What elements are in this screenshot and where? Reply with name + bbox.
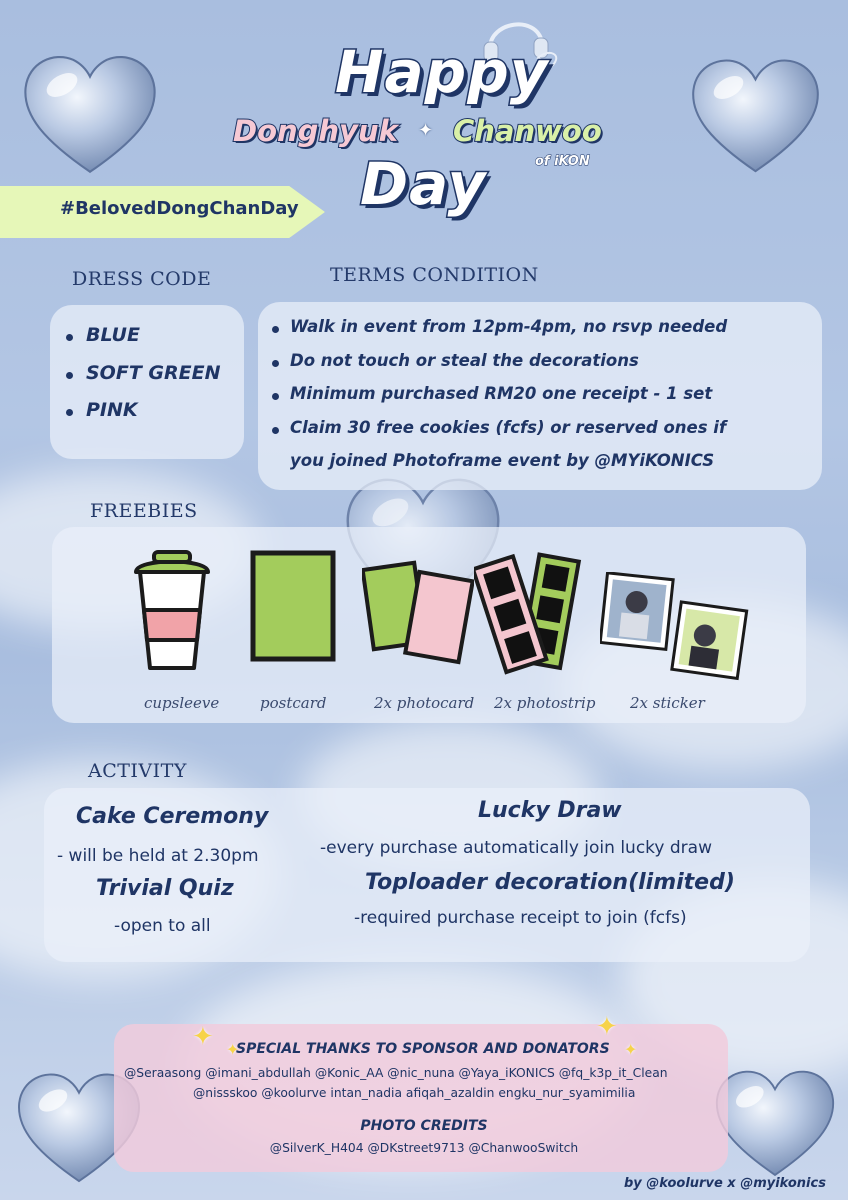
thanks-line: @nissskoo @koolurve intan_nadia afiqah_azaldin engku_nur_syamimilia <box>193 1086 636 1100</box>
sparkle-icon: ✦ <box>624 1040 638 1059</box>
trivial-quiz-title: Trivial Quiz <box>96 876 234 901</box>
title-day: Day <box>360 150 487 218</box>
name-chanwoo: Chanwoo <box>453 114 602 148</box>
name-donghyuk: Donghyuk <box>233 114 398 148</box>
toploader-desc: -required purchase receipt to join (fcfs) <box>354 908 687 928</box>
toploader-title: Toploader decoration(limited) <box>365 870 735 895</box>
dress-item-blue: BLUE <box>86 324 140 346</box>
glass-heart-icon <box>20 48 160 178</box>
term-item: you joined Photoframe event by @MYiKONICS <box>290 451 715 470</box>
bullet <box>66 372 73 379</box>
bullet <box>272 427 279 434</box>
freebie-label: 2x sticker <box>630 694 705 712</box>
byline: by @koolurve x @myikonics <box>624 1176 826 1191</box>
sparkle-icon: ✦ <box>596 1012 618 1042</box>
term-item: Minimum purchased RM20 one receipt - 1 set <box>290 384 713 403</box>
bullet <box>66 409 73 416</box>
sparkle-icon: ✦ <box>226 1040 240 1059</box>
hashtag-text: #BelovedDongChanDay <box>60 198 299 219</box>
trivial-quiz-desc: -open to all <box>114 916 211 936</box>
sparkle-icon: ✦ <box>418 120 434 141</box>
term-item: Claim 30 free cookies (fcfs) or reserved ones if <box>290 418 727 437</box>
postcard-icon <box>250 550 336 666</box>
freebie-label: cupsleeve <box>144 694 220 712</box>
freebies-heading: FREEBIES <box>90 500 198 522</box>
group-name: of iKON <box>535 154 590 169</box>
lucky-draw-desc: -every purchase automatically join lucky draw <box>320 838 712 858</box>
dress-item-pink: PINK <box>86 399 138 421</box>
bullet <box>272 326 279 333</box>
photocard-icon <box>362 556 474 670</box>
sparkle-icon: ✦ <box>192 1022 214 1052</box>
activity-heading: ACTIVITY <box>88 760 187 782</box>
thanks-heading: SPECIAL THANKS TO SPONSOR AND DONATORS <box>236 1041 610 1057</box>
bullet <box>272 393 279 400</box>
freebie-label: postcard <box>260 694 327 712</box>
dress-code-heading: DRESS CODE <box>72 268 212 290</box>
lucky-draw-title: Lucky Draw <box>478 798 622 823</box>
cake-ceremony-desc: - will be held at 2.30pm <box>57 846 259 866</box>
freebie-label: 2x photocard <box>374 694 475 712</box>
cupsleeve-icon <box>132 548 212 678</box>
freebie-label: 2x photostrip <box>494 694 596 712</box>
terms-heading: TERMS CONDITION <box>330 264 539 286</box>
photo-credits-heading: PHOTO CREDITS <box>360 1118 488 1134</box>
title-happy: Happy <box>335 38 549 106</box>
dress-item-soft-green: SOFT GREEN <box>86 362 221 384</box>
term-item: Walk in event from 12pm-4pm, no rsvp needed <box>290 317 728 336</box>
sticker-icon <box>600 572 750 686</box>
bullet <box>66 334 73 341</box>
photostrip-icon <box>474 550 584 680</box>
glass-heart-icon <box>688 52 823 177</box>
thanks-line: @Seraasong @imani_abdullah @Konic_AA @nic_nuna @Yaya_iKONICS @fq_k3p_it_Clean <box>124 1066 668 1080</box>
bullet <box>272 360 279 367</box>
photo-credits-line: @SilverK_H404 @DKstreet9713 @ChanwooSwitch <box>269 1141 579 1155</box>
cake-ceremony-title: Cake Ceremony <box>76 804 269 829</box>
term-item: Do not touch or steal the decorations <box>290 351 639 370</box>
